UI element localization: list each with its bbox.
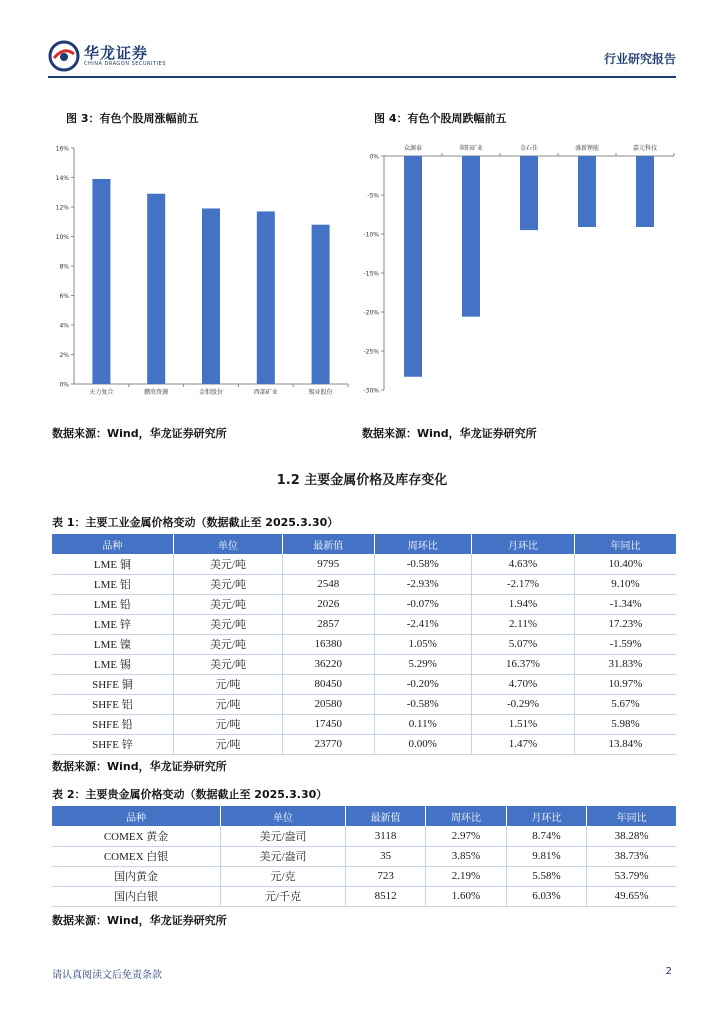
table-cell: 元/吨	[173, 674, 282, 694]
table-row	[52, 694, 676, 714]
y-tick-label: -20%	[363, 309, 379, 317]
table-cell: 美元/吨	[173, 634, 282, 654]
table-cell: 美元/吨	[173, 614, 282, 634]
figure4-source: 数据来源：Wind，华龙证券研究所	[362, 427, 537, 440]
table-cell: 20580	[283, 694, 374, 714]
y-tick-label: 8%	[59, 263, 69, 271]
table-cell: 6.03%	[506, 886, 586, 906]
bar	[202, 208, 220, 384]
table-cell: SHFE 铜	[52, 674, 173, 694]
table-row	[52, 886, 676, 906]
table-cell: 5.67%	[574, 694, 676, 714]
table-cell: 17.23%	[574, 614, 676, 634]
figure3-chart	[52, 140, 352, 410]
table-cell: 美元/盎司	[221, 846, 346, 866]
bar	[404, 156, 422, 377]
precious-metals-table	[52, 806, 676, 907]
table-cell: LME 镍	[52, 634, 173, 654]
y-tick-label: 12%	[55, 204, 69, 212]
table-row	[52, 846, 676, 866]
table-cell: -0.58%	[374, 694, 472, 714]
table-cell: 4.63%	[472, 554, 575, 574]
table-row	[52, 674, 676, 694]
x-tick-label: 金石佳	[519, 145, 539, 152]
table-cell: 38.28%	[587, 826, 676, 846]
table-row	[52, 594, 676, 614]
table-cell: 17450	[283, 714, 374, 734]
x-tick-label: 金钼股份	[198, 389, 224, 396]
table-cell: 美元/盎司	[221, 826, 346, 846]
table-row	[52, 574, 676, 594]
table-cell: 13.84%	[574, 734, 676, 754]
table-cell: 元/克	[221, 866, 346, 886]
table-row	[52, 654, 676, 674]
table2-source: 数据来源：Wind，华龙证券研究所	[52, 914, 227, 927]
x-tick-label: 众源泰	[403, 145, 423, 152]
table-cell: 0.11%	[374, 714, 472, 734]
table-cell: 49.65%	[587, 886, 676, 906]
table-cell: 35	[345, 846, 425, 866]
table-cell: 10.97%	[574, 674, 676, 694]
column-header: 周环比	[426, 806, 506, 826]
table-cell: 元/吨	[173, 694, 282, 714]
figure3-title: 图 3：有色个股周涨幅前五	[66, 112, 199, 125]
table-cell: LME 铜	[52, 554, 173, 574]
y-tick-label: 14%	[55, 175, 69, 182]
column-header: 周环比	[374, 534, 472, 554]
table-cell: -0.07%	[374, 594, 472, 614]
table-cell: 美元/吨	[173, 654, 282, 674]
table-cell: 元/吨	[173, 714, 282, 734]
x-tick-label: 翠阳矿业	[458, 145, 484, 152]
x-tick-label: 鹏欣资源	[144, 389, 169, 396]
table-cell: -0.29%	[472, 694, 575, 714]
table-cell: 4.70%	[472, 674, 575, 694]
table-cell: LME 锡	[52, 654, 173, 674]
table-cell: 2026	[283, 594, 374, 614]
table-cell: 1.47%	[472, 734, 575, 754]
y-tick-label: 4%	[59, 322, 69, 330]
bar	[312, 225, 330, 384]
table1-title: 表 1：主要工业金属价格变动（数据截止至 2025.3.30）	[52, 516, 339, 529]
report-type: 行业研究报告	[603, 52, 676, 66]
table-row	[52, 866, 676, 886]
column-header: 年同比	[587, 806, 676, 826]
table-cell: 1.94%	[472, 594, 575, 614]
table-cell: 2.11%	[472, 614, 575, 634]
table-cell: LME 锌	[52, 614, 173, 634]
table-cell: 5.29%	[374, 654, 472, 674]
table-row	[52, 826, 676, 846]
table-cell: 10.40%	[574, 554, 676, 574]
table-cell: 1.05%	[374, 634, 472, 654]
figure4-title: 图 4：有色个股周跌幅前五	[374, 112, 507, 125]
header-divider	[48, 76, 676, 78]
x-tick-label: 西部矿业	[253, 389, 278, 396]
table-cell: 2548	[283, 574, 374, 594]
y-tick-label: 0%	[369, 153, 379, 161]
table-cell: -2.17%	[472, 574, 575, 594]
y-tick-label: 0%	[59, 381, 69, 389]
y-tick-label: 16%	[55, 145, 69, 153]
x-tick-label: 天力复合	[89, 389, 114, 396]
table-cell: 9.81%	[506, 846, 586, 866]
column-header: 月环比	[506, 806, 586, 826]
table-cell: COMEX 白银	[52, 846, 221, 866]
bar	[578, 156, 596, 227]
footer-disclaimer: 请认真阅读文后免责条款	[52, 970, 162, 981]
table-cell: 2857	[283, 614, 374, 634]
table-cell: -2.41%	[374, 614, 472, 634]
x-tick-label: 盛新锂能	[574, 145, 600, 152]
table-cell: 元/吨	[173, 734, 282, 754]
table-row	[52, 734, 676, 754]
column-header: 品种	[52, 806, 221, 826]
table-cell: 国内白银	[52, 886, 221, 906]
table-cell: 9795	[283, 554, 374, 574]
table-cell: 23770	[283, 734, 374, 754]
table-row	[52, 634, 676, 654]
table-cell: -2.93%	[374, 574, 472, 594]
y-tick-label: -10%	[363, 231, 379, 239]
table-cell: 元/千克	[221, 886, 346, 906]
table-cell: 5.58%	[506, 866, 586, 886]
bar	[520, 156, 538, 230]
brand-subtitle: CHINA DRAGON SECURITIES	[84, 61, 166, 67]
table1-source: 数据来源：Wind，华龙证券研究所	[52, 760, 227, 773]
page-header	[48, 36, 676, 76]
y-tick-label: 6%	[59, 293, 69, 300]
bar	[462, 156, 480, 317]
table-cell: SHFE 铅	[52, 714, 173, 734]
table-cell: 8512	[345, 886, 425, 906]
table-cell: -0.58%	[374, 554, 472, 574]
table-cell: 美元/吨	[173, 594, 282, 614]
table-cell: -1.34%	[574, 594, 676, 614]
table-cell: 38.73%	[587, 846, 676, 866]
table-cell: 美元/吨	[173, 554, 282, 574]
y-tick-label: -15%	[363, 270, 379, 278]
table-cell: 2.19%	[426, 866, 506, 886]
table-cell: -1.59%	[574, 634, 676, 654]
column-header: 最新值	[345, 806, 425, 826]
column-header: 单位	[221, 806, 346, 826]
table-cell: 美元/吨	[173, 574, 282, 594]
x-tick-label: 锡业股份	[308, 389, 333, 396]
y-tick-label: -25%	[363, 348, 379, 356]
table-cell: 0.00%	[374, 734, 472, 754]
table-cell: SHFE 锌	[52, 734, 173, 754]
table-row	[52, 614, 676, 634]
industrial-metals-table	[52, 534, 676, 755]
column-header: 月环比	[472, 534, 575, 554]
table-cell: 8.74%	[506, 826, 586, 846]
y-tick-label: -5%	[367, 192, 379, 200]
table-cell: 3.85%	[426, 846, 506, 866]
figure3-source: 数据来源：Wind，华龙证券研究所	[52, 427, 227, 440]
column-header: 单位	[173, 534, 282, 554]
table-cell: 5.07%	[472, 634, 575, 654]
table2-title: 表 2：主要贵金属价格变动（数据截止至 2025.3.30）	[52, 788, 328, 801]
y-tick-label: -30%	[363, 387, 379, 395]
table-row	[52, 714, 676, 734]
table-cell: 36220	[283, 654, 374, 674]
table-cell: -0.20%	[374, 674, 472, 694]
section-title: 1.2 主要金属价格及库存变化	[276, 473, 448, 488]
figure4-chart	[362, 140, 678, 410]
column-header: 最新值	[283, 534, 374, 554]
company-logo-icon	[48, 40, 80, 72]
table-cell: 国内黄金	[52, 866, 221, 886]
table-cell: 16.37%	[472, 654, 575, 674]
table-cell: 723	[345, 866, 425, 886]
table-cell: LME 铝	[52, 574, 173, 594]
table-cell: 31.83%	[574, 654, 676, 674]
brand-name: 华龙证券	[84, 44, 149, 62]
table-cell: 53.79%	[587, 866, 676, 886]
x-tick-label: 嘉元科技	[632, 145, 658, 152]
table-cell: 1.60%	[426, 886, 506, 906]
column-header: 品种	[52, 534, 173, 554]
y-tick-label: 10%	[55, 234, 69, 241]
table-cell: 2.97%	[426, 826, 506, 846]
y-tick-label: 2%	[59, 352, 69, 359]
table-cell: 1.51%	[472, 714, 575, 734]
table-cell: 9.10%	[574, 574, 676, 594]
page-number: 2	[665, 966, 672, 977]
table-cell: 5.98%	[574, 714, 676, 734]
table-cell: SHFE 铝	[52, 694, 173, 714]
table-cell: LME 铅	[52, 594, 173, 614]
bar	[257, 211, 275, 384]
table-cell: 16380	[283, 634, 374, 654]
table-cell: 80450	[283, 674, 374, 694]
table-cell: COMEX 黄金	[52, 826, 221, 846]
bar	[636, 156, 654, 227]
bar	[147, 194, 165, 384]
bar	[92, 179, 110, 384]
table-cell: 3118	[345, 826, 425, 846]
table-row	[52, 554, 676, 574]
column-header: 年同比	[574, 534, 676, 554]
